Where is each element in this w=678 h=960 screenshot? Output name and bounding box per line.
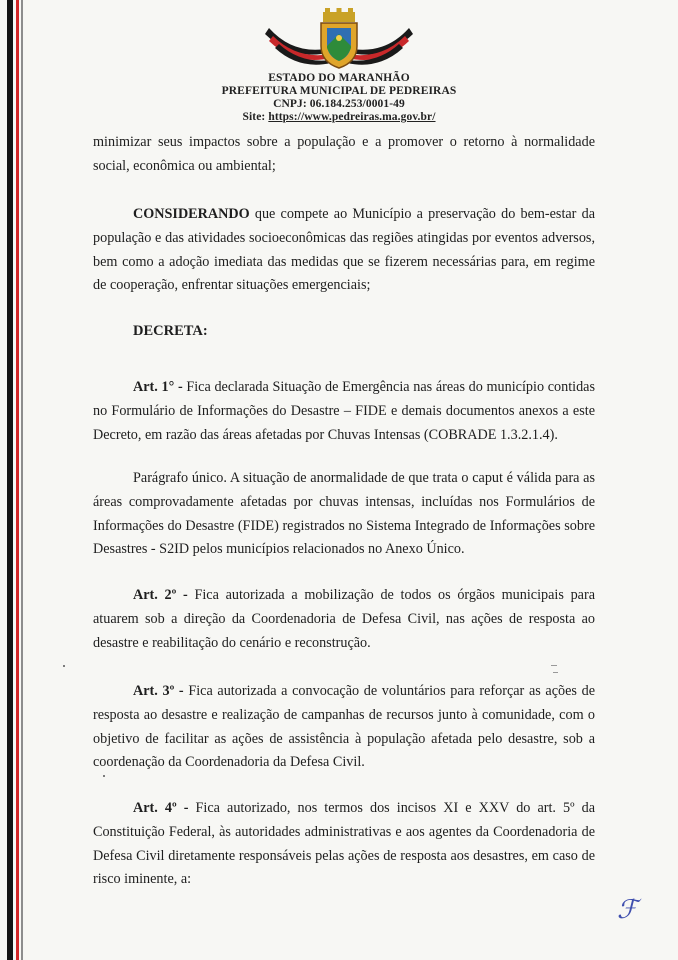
decreta-heading: DECRETA: (133, 323, 208, 339)
considerando-text: que compete ao Município a preservação do bem-estar da população e das atividades socioeconômicas das regiões atingidas por eventos adversos, bem como a adoção imediata das medidas que se fizerem necessárias para, em regime de cooperação, enfrentar situações emergenciais; (93, 206, 595, 294)
article-1 (93, 376, 595, 447)
header-municipality: PREFEITURA MUNICIPAL DE PEDREIRAS (221, 85, 457, 97)
municipal-coat-of-arms-icon (239, 8, 439, 72)
paragraph-considerando (93, 203, 595, 298)
header-site (0, 111, 678, 124)
scan-speck (103, 775, 105, 777)
paragraph-continuation: minimizar seus impactos sobre a população e a promover o retorno à normalidade social, econômica ou ambiental; (93, 134, 595, 174)
handwritten-initial-mark: ℱ (617, 895, 638, 925)
article-2 (93, 584, 595, 655)
scan-mark (551, 665, 557, 666)
left-border-black-stripe (7, 0, 13, 960)
paragrafo-unico: Parágrafo único. A situação de anormalidade de que trata o caput é válida para as áreas comprovadamente afetadas por chuvas intensas, incluídas nos Formulários de Informações do Desastre (FIDE) registrados no Sistema Integrado de Informações sobre Desastres - S2ID pelos municípios relacionados no Anexo Único. (93, 470, 595, 558)
letterhead (0, 8, 678, 124)
header-cnpj: CNPJ: 06.184.253/0001-49 (273, 98, 405, 110)
article-3-lead: Art. 3º - (133, 683, 184, 699)
article-4 (93, 797, 595, 892)
header-state: ESTADO DO MARANHÃO (268, 72, 410, 84)
left-border-red-stripe (16, 0, 19, 960)
article-1-text: Fica declarada Situação de Emergência nas áreas do município contidas no Formulário de Informações do Desastre – FIDE e demais documentos anexos a este Decreto, em razão das áreas afetadas por Chuvas Intensas (COBRADE 1.3.2.1.4). (93, 379, 596, 443)
scan-mark (553, 672, 558, 673)
scan-speck (63, 665, 65, 667)
article-2-text: Fica autorizada a mobilização de todos os órgãos municipais para atuarem sob a direção da Coordenadoria de Defesa Civil, nas ações de resposta ao desastre e reabilitação do cenário e reconstrução. (93, 587, 595, 651)
article-1-lead: Art. 1° - (133, 379, 183, 395)
article-2-lead: Art. 2º - (133, 587, 188, 603)
considerando-lead: CONSIDERANDO (133, 206, 250, 222)
article-3 (93, 680, 595, 775)
article-3-text: Fica autorizada a convocação de voluntários para reforçar as ações de resposta ao desastre e realização de campanhas de recursos junto à comunidade, com o objetivo de facilitar as ações de assistência à população afetada pelo desastre, sob a coordenação da Coordenadoria da Defesa Civil. (93, 683, 595, 771)
site-link[interactable]: https://www.pedreiras.ma.gov.br/ (268, 111, 436, 123)
site-label: Site: (242, 111, 266, 123)
article-4-text: Fica autorizado, nos termos dos incisos XI e XXV do art. 5º da Constituição Federal, às autoridades administrativas e aos agentes da Coordenadoria de Defesa Civil diretamente responsáveis pelas ações de resposta aos desastres, em caso de risco iminente, a: (93, 800, 595, 888)
left-border-gray-stripe (21, 0, 23, 960)
article-4-lead: Art. 4º - (133, 800, 189, 816)
